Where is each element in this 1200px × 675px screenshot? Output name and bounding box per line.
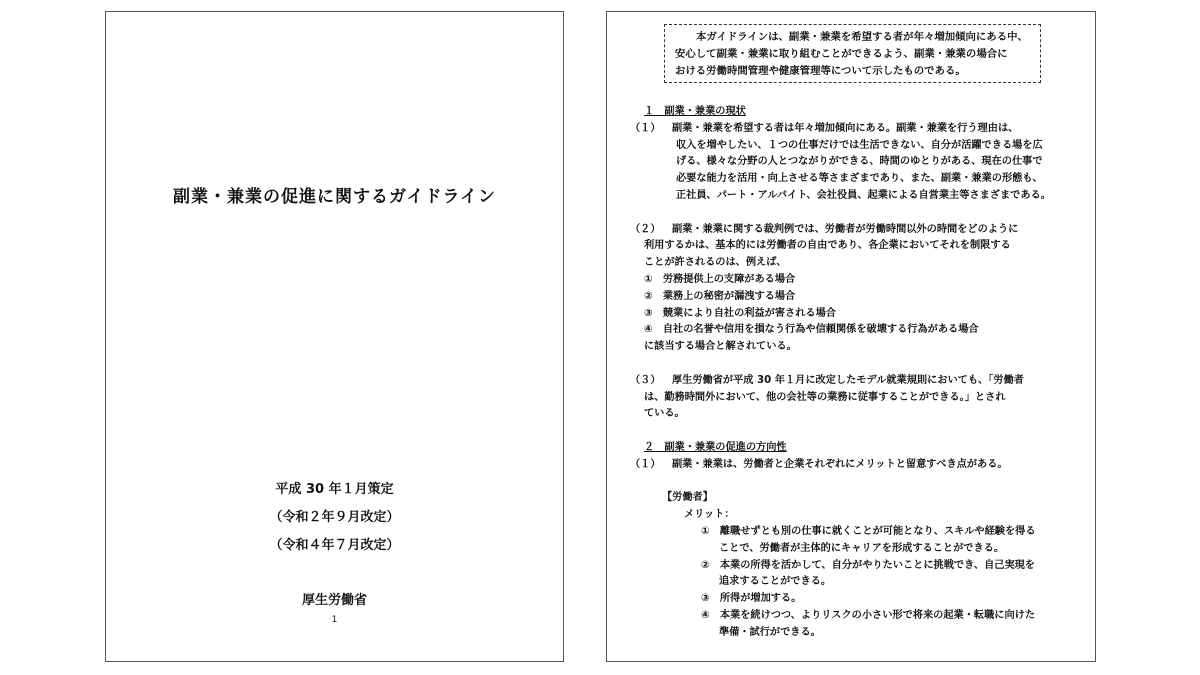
item-number: （１）: [630, 122, 661, 134]
established-date: 平成 30 年１月策定: [275, 482, 394, 497]
revision-date-2: （令和４年７月改定）: [269, 538, 400, 553]
paragraph-line: に該当する場合と解されている。: [644, 341, 797, 353]
document-title: 副業・兼業の促進に関するガイドライン: [173, 187, 496, 207]
page-number: 1: [331, 615, 338, 625]
section-heading-1: １ 副業・兼業の現状: [644, 106, 746, 117]
paragraph-line: 収入を増やしたい、１つの仕事だけでは生活できない、自分が活躍できる場を広: [676, 139, 1043, 151]
paragraph-line: ことが許されるのは、例えば、: [644, 257, 787, 269]
intro-line: おける労働時間管理や健康管理等について示したものである。: [675, 65, 966, 77]
cover-page: [105, 11, 564, 662]
intro-box: [664, 24, 1041, 83]
merit-item: ② 本業の所得を活かして、自分がやりたいことに挑戦でき、自己実現を: [701, 559, 1036, 571]
paragraph-line: ている。: [644, 408, 685, 420]
content-page: [606, 11, 1096, 662]
paragraph-line: （１） 副業・兼業を希望する者は年々増加傾向にある。副業・兼業を行う理由は、: [630, 121, 1076, 138]
merit-item: ① 離職せずとも別の仕事に就くことが可能となり、スキルや経験を得る: [701, 525, 1036, 537]
revision-dates: [106, 476, 563, 560]
body-text: [630, 104, 1076, 642]
case-item: ③ 競業により自社の利益が害される場合: [644, 307, 836, 319]
paragraph-line: （３） 厚生労働省が平成 30 年１月に改定したモデル就業規則においても、「労働者: [630, 373, 1076, 390]
item-number: （２）: [630, 223, 661, 235]
section-heading-2: ２ 副業・兼業の促進の方向性: [644, 441, 787, 453]
ministry-name: 厚生労働省: [301, 593, 367, 608]
item-number: （３）: [630, 374, 661, 386]
revision-date-1: （令和２年９月改定）: [269, 510, 400, 525]
case-item: ④ 自社の名誉や信用を損なう行為や信頼関係を破壊する行為がある場合: [644, 324, 979, 336]
item-number: （１）: [630, 458, 661, 470]
intro-line: 本ガイドラインは、副業・兼業を希望する者が年々増加傾向にある中、: [696, 31, 1028, 43]
worker-label: 【労働者】: [662, 492, 713, 504]
merit-item-cont: 追求することができる。: [719, 576, 832, 588]
case-item: ① 労務提供上の支障がある場合: [644, 273, 796, 285]
merit-item-cont: ことで、労働者が主体的にキャリアを形成することができる。: [719, 542, 1005, 554]
paragraph-line: 必要な能力を活用・向上させる等さまざまであり、また、副業・兼業の形態も、: [676, 173, 1043, 185]
paragraph-line: 利用するかは、基本的には労働者の自由であり、各企業においてそれを制限する: [644, 240, 1011, 252]
paragraph-line: （１） 副業・兼業は、労働者と企業それぞれにメリットと留意すべき点がある。: [630, 457, 1076, 474]
merit-label: メリット：: [684, 509, 735, 521]
intro-line: 安心して副業・兼業に取り組むことができるよう、副業・兼業の場合に: [675, 48, 1008, 60]
merit-item: ④ 本業を続けつつ、よりリスクの小さい形で将来の起業・転職に向けた: [701, 609, 1036, 621]
paragraph-line: は、勤務時間外において、他の会社等の業務に従事することができる。」とされ: [644, 391, 1006, 403]
paragraph-line: （２） 副業・兼業に関する裁判例では、労働者が労働時間以外の時間をどのように: [630, 222, 1076, 239]
case-item: ② 業務上の秘密が漏洩する場合: [644, 290, 796, 302]
paragraph-line: げる、様々な分野の人とつながりができる、時間のゆとりがある、現在の仕事で: [676, 156, 1043, 168]
paragraph-line: 正社員、パート・アルバイト、会社役員、起業による自営業主等さまざまである。: [676, 189, 1051, 201]
merit-item: ③ 所得が増加する。: [701, 593, 802, 605]
merit-item-cont: 準備・試行ができる。: [719, 626, 821, 638]
